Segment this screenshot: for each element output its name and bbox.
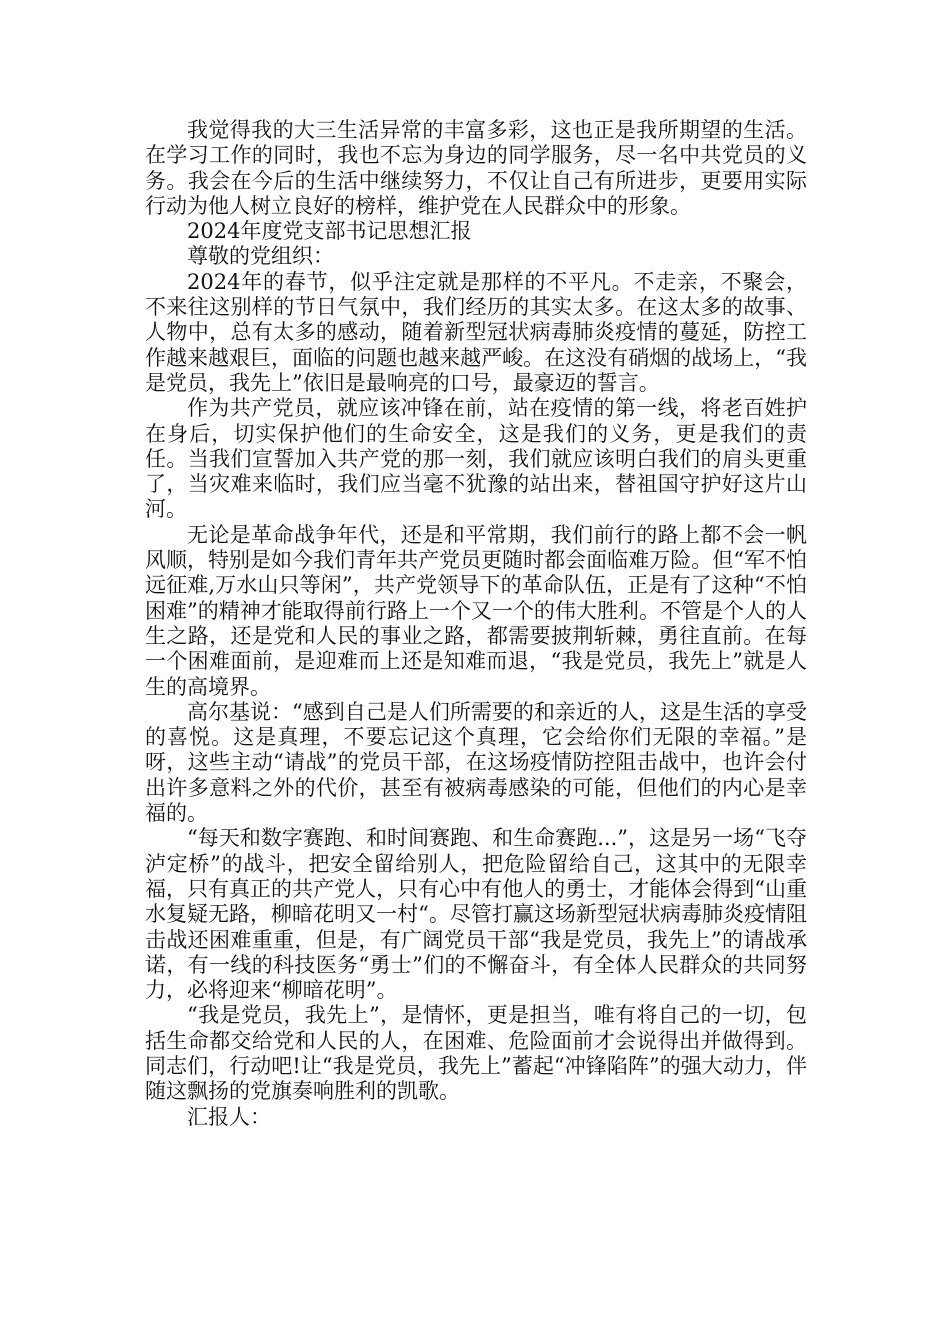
reporter-signature: 汇报人： [187,1104,271,1129]
report-title: 2024年度党支部书记思想汇报 [187,219,472,244]
document-page [145,118,807,1130]
paragraph-gorky-quote: 高尔基说：“感到自己是人们所需要的和亲近的人，这是生活的享受的喜悦。这是真理，不要忘记这个真理，它会给你们无限的幸福。”是呀，这些主动“请战”的党员干部，在这场疫情防控阻击战中，也许会付出许多意料之外的代价，甚至有被病毒感染的可能，但他们的内心是幸福的。 [145,699,807,826]
paragraph-race-against-time: “每天和数字赛跑、和时间赛跑、和生命赛跑...”，这是另一场“飞夺泸定桥”的战斗，把安全留给别人，把危险留给自己，这其中的无限幸福，只有真正的共产党人，只有心中有他人的勇士，才能体会得到“山重水复疑无路，柳暗花明又一村“。尽管打赢这场新型冠状病毒肺炎疫情阻击战还困难重重，但是，有广阔党员干部“我是党员，我先上”的请战承诺，有一线的科技医务“勇士”们的不懈奋斗，有全体人民群众的共同努力，必将迎来“柳暗花明”。 [145,826,807,1003]
paragraph-closing-summary: 我觉得我的大三生活异常的丰富多彩，这也正是我所期望的生活。在学习工作的同时，我也不忘为身边的同学服务，尽一名中共党员的义务。我会在今后的生活中继续努力，不仅让自己有所进步，更要用实际行动为他人树立良好的榜样，维护党在人民群众中的形象。 [145,118,807,218]
paragraph-call-to-action: “我是党员，我先上”，是情怀，更是担当，唯有将自己的一切，包括生命都交给党和人民的人，在困难、危险面前才会说得出并做得到。同志们，行动吧!让“我是党员，我先上”蓄起“冲锋陷阵”的强大动力，伴随这飘扬的党旗奏响胜利的凯歌。 [145,1003,807,1104]
paragraph-revolutionary-spirit: 无论是革命战争年代，还是和平常期，我们前行的路上都不会一帆风顺，特别是如今我们青年共产党员更随时都会面临难万险。但“军不怕远征难,万水山只等闲”，共产党领导下的革命队伍，正是有了这种“不怕困难”的精神才能取得前行路上一个又一个的伟大胜利。不管是个人的人生之路，还是党和人民的事业之路，都需要披荆斩棘，勇往直前。在每一个困难面前，是迎难而上还是知难而退，“我是党员，我先上”就是人生的高境界。 [145,522,807,699]
paragraph-party-member-duty: 作为共产党员，就应该冲锋在前，站在疫情的第一线，将老百姓护在身后，切实保护他们的生命安全，这是我们的义务，更是我们的责任。当我们宣誓加入共产党的那一刻，我们就应该明白我们的肩头更重了，当灾难来临时，我们应当毫不犹豫的站出来，替祖国守护好这片山河。 [145,396,807,522]
paragraph-spring-festival: 2024年的春节，似乎注定就是那样的不平凡。不走亲，不聚会，不来往这别样的节日气氛中，我们经历的其实太多。在这太多的故事、人物中，总有太多的感动，随着新型冠状病毒肺炎疫情的蔓延，防控工作越来越艰巨，面临的问题也越来越严峻。在这没有硝烟的战场上，“我是党员，我先上”依旧是最响亮的口号，最豪迈的誓言。 [145,269,807,395]
salutation: 尊敬的党组织： [187,244,334,269]
